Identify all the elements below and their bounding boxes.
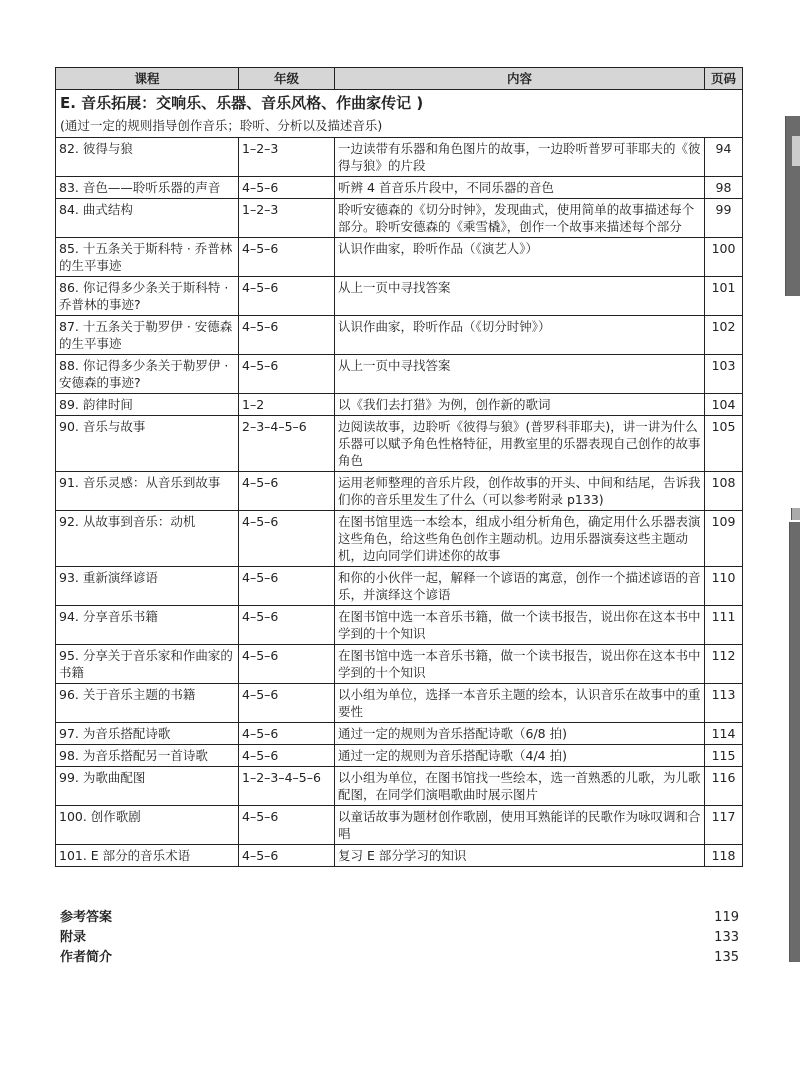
table-row bbox=[56, 138, 743, 177]
page-cell: 115 bbox=[705, 745, 743, 767]
course-cell: 85. 十五条关于斯科特 · 乔普林的生平事迹 bbox=[56, 238, 239, 277]
table-row bbox=[56, 472, 743, 511]
grade-cell: 4–5–6 bbox=[239, 472, 335, 511]
page-cell: 102 bbox=[705, 316, 743, 355]
content-cell: 听辨 4 首音乐片段中，不同乐器的音色 bbox=[335, 177, 705, 199]
page-cell: 112 bbox=[705, 645, 743, 684]
course-cell: 93. 重新演绎谚语 bbox=[56, 567, 239, 606]
section-title: E. 音乐拓展：交响乐、乐器、音乐风格、作曲家传记 ) bbox=[56, 90, 743, 117]
content-cell: 复习 E 部分学习的知识 bbox=[335, 845, 705, 867]
course-cell: 89. 韵律时间 bbox=[56, 394, 239, 416]
content-cell: 以《我们去打猎》为例，创作新的歌词 bbox=[335, 394, 705, 416]
section-subtitle: (通过一定的规则指导创作音乐；聆听、分析以及描述音乐) bbox=[56, 116, 743, 138]
table-row bbox=[56, 645, 743, 684]
page-cell: 103 bbox=[705, 355, 743, 394]
table-row bbox=[56, 394, 743, 416]
table-row bbox=[56, 511, 743, 567]
course-cell: 96. 关于音乐主题的书籍 bbox=[56, 684, 239, 723]
table-row bbox=[56, 277, 743, 316]
page-cell: 108 bbox=[705, 472, 743, 511]
header-content: 内容 bbox=[335, 68, 705, 90]
page-cell: 118 bbox=[705, 845, 743, 867]
grade-cell: 4–5–6 bbox=[239, 684, 335, 723]
chapter-tab-marker-active bbox=[789, 522, 800, 962]
page-cell: 105 bbox=[705, 416, 743, 472]
course-cell: 86. 你记得多少条关于斯科特 · 乔普林的事迹? bbox=[56, 277, 239, 316]
header-page: 页码 bbox=[705, 68, 743, 90]
table-row bbox=[56, 316, 743, 355]
chapter-tab-marker-small bbox=[791, 508, 800, 520]
page-cell: 116 bbox=[705, 767, 743, 806]
back-matter-item bbox=[60, 908, 739, 928]
page-cell: 110 bbox=[705, 567, 743, 606]
content-cell: 通过一定的规则为音乐搭配诗歌（6/8 拍) bbox=[335, 723, 705, 745]
table-row bbox=[56, 723, 743, 745]
page-cell: 104 bbox=[705, 394, 743, 416]
back-matter-page: 133 bbox=[714, 930, 739, 945]
table-row bbox=[56, 684, 743, 723]
course-cell: 83. 音色——聆听乐器的声音 bbox=[56, 177, 239, 199]
content-cell: 通过一定的规则为音乐搭配诗歌（4/4 拍) bbox=[335, 745, 705, 767]
grade-cell: 4–5–6 bbox=[239, 277, 335, 316]
grade-cell: 4–5–6 bbox=[239, 645, 335, 684]
page-cell: 101 bbox=[705, 277, 743, 316]
page-cell: 111 bbox=[705, 606, 743, 645]
grade-cell: 4–5–6 bbox=[239, 567, 335, 606]
table-header-row bbox=[56, 68, 743, 90]
course-cell: 88. 你记得多少条关于勒罗伊 · 安德森的事迹? bbox=[56, 355, 239, 394]
content-cell: 边阅读故事，边聆听《彼得与狼》(普罗科菲耶夫)，讲一讲为什么乐器可以赋予角色性格特征，用教室里的乐器表现自己创作的故事角色 bbox=[335, 416, 705, 472]
table-row bbox=[56, 199, 743, 238]
back-matter-item bbox=[60, 948, 739, 968]
content-cell: 以童话故事为题材创作歌剧，使用耳熟能详的民歌作为咏叹调和合唱 bbox=[335, 806, 705, 845]
course-cell: 98. 为音乐搭配另一首诗歌 bbox=[56, 745, 239, 767]
grade-cell: 4–5–6 bbox=[239, 355, 335, 394]
content-cell: 从上一页中寻找答案 bbox=[335, 277, 705, 316]
table-row bbox=[56, 767, 743, 806]
table-row bbox=[56, 416, 743, 472]
grade-cell: 1–2 bbox=[239, 394, 335, 416]
grade-cell: 4–5–6 bbox=[239, 238, 335, 277]
content-cell: 运用老师整理的音乐片段，创作故事的开头、中间和结尾，告诉我们你的音乐里发生了什么（可以参考附录 p133) bbox=[335, 472, 705, 511]
content-cell: 从上一页中寻找答案 bbox=[335, 355, 705, 394]
table-row bbox=[56, 567, 743, 606]
content-cell: 以小组为单位，选择一本音乐主题的绘本，认识音乐在故事中的重要性 bbox=[335, 684, 705, 723]
content-cell: 聆听安德森的《切分时钟》，发现曲式，使用简单的故事描述每个部分。聆听安德森的《乘雪橇》，创作一个故事来描述每个部分 bbox=[335, 199, 705, 238]
content-cell: 以小组为单位，在图书馆找一些绘本，选一首熟悉的儿歌，为儿歌配图，在同学们演唱歌曲时展示图片 bbox=[335, 767, 705, 806]
page-cell: 98 bbox=[705, 177, 743, 199]
grade-cell: 4–5–6 bbox=[239, 723, 335, 745]
tab-notch bbox=[792, 136, 800, 166]
back-matter-item bbox=[60, 928, 739, 948]
section-title-row bbox=[56, 90, 743, 117]
grade-cell: 1–2–3 bbox=[239, 138, 335, 177]
course-cell: 91. 音乐灵感：从音乐到故事 bbox=[56, 472, 239, 511]
course-cell: 99. 为歌曲配图 bbox=[56, 767, 239, 806]
page-cell: 100 bbox=[705, 238, 743, 277]
page-cell: 94 bbox=[705, 138, 743, 177]
content-cell: 和你的小伙伴一起，解释一个谚语的寓意，创作一个描述谚语的音乐，并演绎这个谚语 bbox=[335, 567, 705, 606]
page-cell: 99 bbox=[705, 199, 743, 238]
back-matter-label: 附录 bbox=[60, 930, 87, 945]
grade-cell: 4–5–6 bbox=[239, 845, 335, 867]
table-row bbox=[56, 845, 743, 867]
grade-cell: 4–5–6 bbox=[239, 745, 335, 767]
content-cell: 在图书馆中选一本音乐书籍，做一个读书报告，说出你在这本书中学到的十个知识 bbox=[335, 645, 705, 684]
course-cell: 82. 彼得与狼 bbox=[56, 138, 239, 177]
course-cell: 92. 从故事到音乐：动机 bbox=[56, 511, 239, 567]
content-cell: 在图书馆中选一本音乐书籍，做一个读书报告，说出你在这本书中学到的十个知识 bbox=[335, 606, 705, 645]
course-cell: 97. 为音乐搭配诗歌 bbox=[56, 723, 239, 745]
back-matter-label: 参考答案 bbox=[60, 910, 113, 925]
content-cell: 在图书馆里选一本绘本，组成小组分析角色，确定用什么乐器表演这些角色，给这些角色创作主题动机。边用乐器演奏这些主题动机，边向同学们讲述你的故事 bbox=[335, 511, 705, 567]
grade-cell: 1–2–3–4–5–6 bbox=[239, 767, 335, 806]
grade-cell: 4–5–6 bbox=[239, 606, 335, 645]
grade-cell: 4–5–6 bbox=[239, 177, 335, 199]
header-course: 课程 bbox=[56, 68, 239, 90]
chapter-tab-marker bbox=[785, 116, 800, 296]
grade-cell: 4–5–6 bbox=[239, 316, 335, 355]
grade-cell: 4–5–6 bbox=[239, 806, 335, 845]
back-matter-list bbox=[60, 908, 739, 968]
contents-table bbox=[55, 67, 743, 867]
back-matter-page: 135 bbox=[714, 950, 739, 965]
page-cell: 114 bbox=[705, 723, 743, 745]
table-row bbox=[56, 177, 743, 199]
course-cell: 90. 音乐与故事 bbox=[56, 416, 239, 472]
course-cell: 94. 分享音乐书籍 bbox=[56, 606, 239, 645]
header-grade: 年级 bbox=[239, 68, 335, 90]
table-row bbox=[56, 806, 743, 845]
course-cell: 95. 分享关于音乐家和作曲家的书籍 bbox=[56, 645, 239, 684]
content-cell: 认识作曲家，聆听作品（《演艺人》） bbox=[335, 238, 705, 277]
page-cell: 117 bbox=[705, 806, 743, 845]
course-cell: 100. 创作歌剧 bbox=[56, 806, 239, 845]
section-subtitle-row bbox=[56, 116, 743, 138]
table-row bbox=[56, 238, 743, 277]
table-row bbox=[56, 745, 743, 767]
grade-cell: 2–3–4–5–6 bbox=[239, 416, 335, 472]
table-row bbox=[56, 606, 743, 645]
grade-cell: 4–5–6 bbox=[239, 511, 335, 567]
course-cell: 84. 曲式结构 bbox=[56, 199, 239, 238]
table-row bbox=[56, 355, 743, 394]
page-cell: 113 bbox=[705, 684, 743, 723]
page-cell: 109 bbox=[705, 511, 743, 567]
back-matter-label: 作者简介 bbox=[60, 950, 113, 965]
grade-cell: 1–2–3 bbox=[239, 199, 335, 238]
course-cell: 101. E 部分的音乐术语 bbox=[56, 845, 239, 867]
content-cell: 认识作曲家，聆听作品（《切分时钟》） bbox=[335, 316, 705, 355]
content-cell: 一边读带有乐器和角色图片的故事，一边聆听普罗可菲耶夫的《彼得与狼》的片段 bbox=[335, 138, 705, 177]
course-cell: 87. 十五条关于勒罗伊 · 安德森的生平事迹 bbox=[56, 316, 239, 355]
back-matter-page: 119 bbox=[714, 910, 739, 925]
